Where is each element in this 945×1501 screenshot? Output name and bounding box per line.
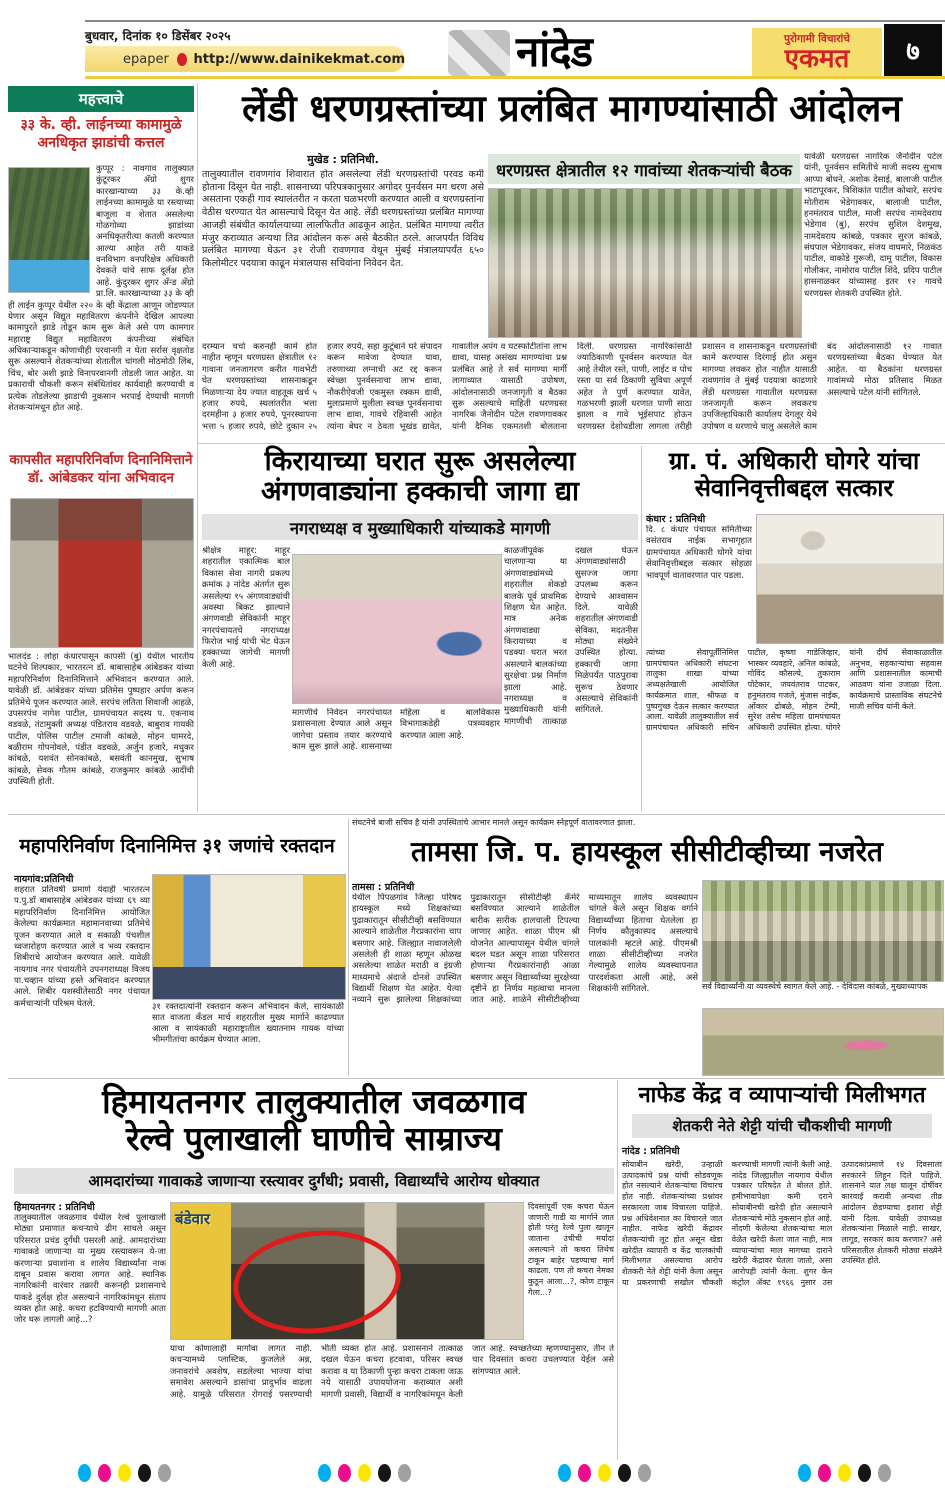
epaper-link-icon xyxy=(177,53,187,66)
brand-tagline: पुरोगामी विचारांचे xyxy=(784,33,850,45)
cmyk-dot-black xyxy=(858,1464,871,1482)
ghogre-lead-block xyxy=(646,512,752,644)
edition-date: बुधवार, दिनांक १० डिसेंबर २०२५ xyxy=(85,29,231,43)
divider xyxy=(197,443,945,444)
cmyk-dot-magenta xyxy=(98,1464,111,1482)
lendi-lead: तालुक्यातील रावणगांव शिवारात होत असलेल्या लेंडी धरणग्रस्तांची परवड कमी होताना दिसून येत नाही. शासनाच्या परिपत्रकानुसार अगोदर पुनर्वसन मग धरण असे असताना एकही गाव स्थालंतरीत न करता घळभरणी करण्यात आली व धरणग्रस्तांना वेठीस धरण्यात येत आसल्याचे दिसून येत आहे. लेंडी धरणग्रस्तांच्या प्रलंबित मागण्या आजही संबंधीत कार्यालयाच्या लालफितीत आढकून आहेत. प्रलंबित मागण्या त्वरीत मंजुर कराव्यात अन्यथा तिव्र आंदोलन करू असे बैठकीत ठरले. आजपर्यंत विविध प्रलंबित मागण्या घेऊन ३१ रोजी रावणगाव येथून मुंबई मंत्रालयापर्यंत ६५० किलोमीटर पदयात्रा काढून मंत्रालयास सचिवांना निवेदन देत. xyxy=(202,169,484,270)
memorial-photo xyxy=(10,498,194,648)
cmyk-dot-black xyxy=(138,1464,151,1482)
important-body: कुप्पूर : नावगाव तालुक्यात कुंटूरकर अ‍ॅग्रो शुगर कारखान्याच्या ३३ के.व्ही लाईनच्या कामामुळे या रस्त्याच्या बाजूला व शेतात असलेल्या गोळगोव्या झाडांच्या अनधिकृतरीत्या कतली करण्यात आल्या आहेत तरी याकडे वनविभाग वनपरिक्षेत्र अधिकारी देवकते यांचे साफ दूर्लक्ष होत आहे. कुंदुरकर शुगर अँन्ड अँग्रो प्रा.लि. कारखान्याच्या ३३ के व्ही ही लाईन कुप्पूर येथील २२० के व्ही केंद्राला आणून जोडण्यात येणार असून विद्युत महावितरण कंपनीने देखिल आपल्या कामापुरते झाडे तोडून काम सुरू केले असे पण कामगार महाराष्ट्र विद्युत महावितरण कंपनीच्या संबंधित अधिकाऱ्याकडून कोणाचीही परवानगी न घेता सर्रास वृक्षतोड सुरू असल्याने शेतकऱ्यांच्या शेतातील चांगली मोठमोठी लिंब, चिंच, बोर अशी झाडे विनापरवानगी तोडली जात आहेत. या प्रकाराची चौकशी करून संबंधितांवर कार्यवाही करण्याची व प्रत्येक तोडलेल्या झाडाची नुकसान भरपाई देण्याची मागणी शेतकऱ्यांमधून होत आहे. xyxy=(8,164,194,413)
lendi-byline: मुखेड : प्रतिनिधी. xyxy=(307,153,379,166)
nafed-body-columns: सोयाबीन खरेदी, उन्हाळी उत्पादकांचे प्रश्न यांची सोडवणूक होत नसल्याने शेतकऱ्यांचा विचारच होत नाही. शेतकऱ्यांच्या प्रश्नांवर सरकारला जाब विचारला पाहिजे. प्रश्न अधिवेशनात का विचारले जात नाहीत. नाफेड खरेदी केंद्रावर शेतकऱ्यांची लूट होत असून खेडा खरेदीत व्यापारी व केंद्र चालकांची मिलीभगत असल्याचा आरोप शेतकरी नेते शेट्टी यांनी केला असून या प्रकरणाची सखोल चौकशी करण्याची मागणी त्यांनी केली आहे. नांदेड जिल्ह्यातील नायगाव येथील पत्रकार परिषदेत ते बोलत होते. हमीभावापेक्षा कमी दराने सोयाबीनची खरेदी होत असल्याने शेतकऱ्यांचे मोठे नुकसान होत आहे. नोंदणी केलेल्या शेतकऱ्यांचा माल वेळेत खरेदी केला जात नाही, मात्र व्यापाऱ्यांचा माल मागच्या दाराने खरेदी केंद्रावर घेतला जातो, असा आरोपही त्यांनी केला. शुगर केन कंट्रोल ॲक्ट १९६६ नुसार उस उत्पादकांप्रमाणे १४ दिवसाला सरकारने लिहून दिले पाहिजे. शासनाने यात लक्ष घालून दोषींवर कारवाई करावी अन्यथा तीव्र आंदोलन छेडण्याचा इशारा शेट्टी यांनी दिला. यावेळी उपाध्यक्ष शेतकऱ्यांना मिळाले नाही. साखर, लागूड, सरकार काय करणार? असे परिसरातील शेतकरी मोठ्या संख्येने उपस्थित होते. xyxy=(622,1160,942,1287)
cmyk-dot-black xyxy=(618,1464,631,1482)
anganwadi-lead-column: श्रीक्षेत्र माहूर: माहूर शहरातील एकात्मिक बाल विकास सेवा नागरी प्रकल्प क्रमांक ३ नांदेड अंतर्गत सुरू असलेल्या १५ अंगणवाड्यांची अवस्था बिकट झाल्याने अंगणवाडी सेविकांनी माहूर नगरपंचायतचे नगराध्यक्ष फिरोज भाई यांची भेट घेऊन हक्काच्या जागेची मागणी केली आहे. xyxy=(202,546,290,670)
cmyk-dot-yellow xyxy=(118,1464,131,1482)
page-number-box xyxy=(884,24,942,76)
print-registration-marks xyxy=(798,1464,898,1486)
important-box-header xyxy=(8,86,194,112)
divider xyxy=(197,84,198,812)
tamasa-field-photo xyxy=(702,1008,944,1076)
cmyk-dot-magenta xyxy=(818,1464,831,1482)
tree-felling-photo xyxy=(8,167,90,293)
himayat-byline: हिमायतनगर : प्रतिनिधी xyxy=(14,1202,95,1213)
lendi-body-columns: दरम्यान चर्चा करुनही कामे होत नाहीत म्हणून धरणग्रस्त क्षेत्रातील १२ गावाना जनजागरण करीत गावभेटी घेत धरणग्रस्तांच्या शासनाकडून मिळणाऱ्या देय ज्यात वाहतूक खर्च ५ हजार रुपये, स्थलांतरीत भत्ता दरमहीना ३ हजार रुपये, पूनरस्थापना भत्ता ५ हजार रुपये, छोटे दुकान २५ हजार रुपये, सहा कुटूंबाने घरे संपादन करून मावेजा देण्यात यावा, तरुणाच्या लग्नाची अट रद्द करून स्वेच्छा पुनर्वसनाचा लाभ द्यावा, नौकरीऐवजी एकमुस्त रक्कम द्यावी, मुलाप्रमाणे मुलीला स्वच्छ पूनर्वसनाचा लाभ द्यावा, गावचे रहिवासी आहेत त्यांना बेघर न ठेवता भूखंड द्यावेत, गावातील अपंग व घटस्फोटीतांना लाभ द्यावा, यासह असंख्य मागण्यांचा प्रश्न प्रलंबित आहे ते सर्व मागण्या मार्गी लागाव्यात यासाठी उपोषण, आंदोलनासाठी जनजागृती व बैठका सुरू असल्याचे माहिती धरणग्रस्त नागरिक जैनोदीन पटेल रावणगावकर यांनी दैनिक एकमतशी बोलताना दिली. धरणग्रस्त नागरिकांसाठी ज्याठिकाणी पूनर्वसन करण्यात येत आहे तेथील रस्ते, पाणी, लाईट व पोच रस्ता या सर्व ठिकाणी सुविधा अपूर्ण अहेत ते पुर्ण करण्यात यावेत, गळभरणी झाली धरणात पाणी साठा झाला व गावे भूईसपाट होऊन धरणग्रस्त देशोधडीला लागला तरीही प्रशासन व शासनाकडून धरणग्रस्तांची कामे करण्यास दिरंगाई होत असुन मागण्या लवकर होत नाहीत यासाठी रावणगांव ते मुंबई पदयात्रा काढणारे लेंडी धरणग्रस्त गावातील धरणग्रस्त जनजागृती करून लवकरच उपजिल्हाधिकारी कार्यालय देगलूर येथे उपोषण व धरणाचे चालु असलेले काम बंद आंदोलनासाठी १२ गावात धरणग्रस्तांच्या बैठका घेण्यात येत आहेत. या बैठकांना धरणग्रस्त गावांमध्ये मोठा प्रतिसाद मिळत असल्याचे पटेल यांनी सांगितले. xyxy=(202,342,942,432)
memorial-headline: कापसीत महापरिनिर्वाण दिनानिमित्ताने डॉ. आंबेडकर यांना अभिवादन xyxy=(9,452,193,486)
ghogre-byline: कंधार : प्रतिनिधी xyxy=(646,514,706,525)
header-yellow-rule xyxy=(85,76,945,79)
anganwadi-headline-line2: अंगणवाड्यांना हक्काची जागा द्या xyxy=(260,476,580,508)
himayat-lead: तालुक्यातील जवळगाव येथील रेल्वे पुलाखाली मोठ्या प्रमाणात कचऱ्याचे ढीग साचले असून परिसरात प्रचंड दुर्गंधी पसरली आहे. आमदारांच्या गावाकडे जाणाऱ्या या मुख्य रस्त्यावरून ये-जा करणाऱ्या प्रवाशांना व शालेय विद्यार्थ्यांना नाक दाबून प्रवास करावा लागत आहे. स्थानिक नागरिकांनी वारंवार तक्रारी करूनही प्रशासनाचे याकडे दुर्लक्ष होत असल्याने नागरिकांमधून संताप व्यक्त होत आहे. कचरा हटविण्याची मागणी आता जोर धरू लागली आहे...? xyxy=(14,1213,166,1326)
ghogre-lead: दि. ८ कंधार पंचायत समितीच्या वसंतराव नाईक सभागृहात ग्रामपंचायत अधिकारी घोगरे यांचा सेवानिवृत्तीबद्दल सत्कार सोहळा भावपूर्ण वातावरणात पार पडला. xyxy=(646,525,752,581)
tamasa-body-columns: येथील पिंपळगांव जिल्हा परिषद हायस्कूल मध्ये शिक्षकांच्या पुढाकारातून सीसीटीव्ही बसविण्यात आल्याने शाळेतील गैरप्रकारांना चाप बसणार आहे. जिल्ह्यात नावाजलेली असलेली ही शाळा म्हणून ओळख असलेल्या शाळेत मराठी व इंग्रजी माध्यमाचे अंदाजे दोनशे उपस्थित विद्यार्थी शिक्षण घेत आहेत. येत्या नव्याने सुरू झालेल्या शिक्षकांच्या पुढाकारातून सीसीटीव्ही कॅमेरे बसविण्यात आल्याने शाळेतील बारीक सारीक हालचाली टिपल्या जाणार आहेत. शाळा पीएम श्री योजनेत आल्यापासून येथील चांगले बदल घडत असून शाळा परिसरात होणाऱ्या गैरप्रकारांनाही आळा बसणार असून विद्यार्थ्यांच्या सुरक्षेच्या दृष्टीने हा निर्णय महत्वाचा मानला जात आहे. शाळेने सीसीटीव्हीच्या माध्यमातून शालेय व्यवस्थापन चांगले केले असून शिक्षक वर्गाने विद्यार्थ्यांच्या हिताचा घेतलेला हा निर्णय कौतुकास्पद असल्याचे पालकांनी म्हटले आहे. पीएमश्री शाळा सीसीटीव्हीच्या नजरेत गेल्यामुळे शालेय व्यवस्थापनात पारदर्शकता आली आहे, असे शिक्षकांनी सांगितले. xyxy=(352,893,698,1006)
annotation-circle xyxy=(228,1222,406,1341)
anganwadi-headline xyxy=(202,447,638,507)
anganwadi-right-columns: काळजीपूर्वक चालणाऱ्या या अंगणवाड्यांमध्ये शहरातील शेकडो बालके पूर्व प्राथमिक शिक्षण घेत आहेत. मात्र अनेक अंगणवाड्या किरायाच्या व पडक्या घरात भरत असल्याने बालकांच्या सुरक्षेचा प्रश्न निर्माण झाला आहे. नगराध्यक्ष व मुख्याधिकारी यांनी मागणीची तात्काळ दखल घेऊन अंगणवाड्यांसाठी सुसज्ज जागा उपलब्ध करून देण्याचे आश्वासन दिले. यावेळी शहरातील अंगणवाडी सेविका, मदतनीस मोठ्या संख्येने उपस्थित होत्या. हक्काची जागा मिळेपर्यंत पाठपुरावा सुरूच ठेवणार असल्याचे सेविकांनी सांगितले. xyxy=(504,546,638,727)
divider xyxy=(348,818,349,1076)
blood-headline: महापरिनिर्वाण दिनानिमित्त ३१ जणांचे रक्तदान xyxy=(19,835,335,857)
print-registration-marks xyxy=(78,1464,178,1486)
cmyk-dot-cyan xyxy=(558,1464,571,1482)
edition-logo-icon xyxy=(448,30,510,76)
tamasa-photo-caption: सर्व विद्यार्थ्यांनी या व्यवस्थेचे स्वागत केले आहे. - देविदास कांबळे, मुख्याध्यापक xyxy=(702,982,928,991)
lendi-subhead: धरणग्रस्त क्षेत्रातील १२ गावांच्या शेतकऱ्यांची बैठक xyxy=(488,154,800,184)
cmyk-dot-magenta xyxy=(338,1464,351,1482)
anganwadi-workers-photo xyxy=(292,554,502,704)
cmyk-dot-cyan xyxy=(798,1464,811,1482)
blood-lead-block xyxy=(14,872,150,1076)
divider xyxy=(641,446,642,812)
lendi-names-column: यावेळी धरणग्रस्त नागरिक जैनोदीन पटेल यांनी, पूनर्वसन समितीचे माजी सदस्य सुभाष आप्पा बोधने, अशोक देसाई, बालाजी पाटील भाटापूरकर, त्रिशिकांत पाटील कोथारे, सरपंच मोतीराम भेडेगावकर, बालाजी पाटील, हनमंतराव पाटील, माजी सरपंच नामदेवराय भेडेगाव (बु), सरपंच सुशिल देशमुख, नामदेवराय कांबळे, पत्रकार सुरज कांबळे, संघपाल भेडेगावकर, संजय वाघमारे, निळकंठ पाटील, वाकोडे गुरूजी, दामू पाटील, विकास गोलीकर, नामोराव पाटील शिंदे, प्रदिप पाटील हासनाळकर यांच्यासह इतर १२ गावचे धरणग्रस्त शेतकरी उपस्थित होते. xyxy=(804,152,942,299)
divider xyxy=(617,1080,618,1460)
epaper-url-link[interactable]: http://www.dainikekmat.com xyxy=(193,51,405,67)
cmyk-dot-cyan xyxy=(318,1464,331,1482)
cmyk-dot-gray xyxy=(398,1464,411,1482)
important-headline: ३३ के. व्ही. लाईनच्या कामामुळे अनधिकृत झाडांची कत्तल xyxy=(20,117,182,152)
page-number: ७ xyxy=(906,37,920,67)
cmyk-dot-yellow xyxy=(358,1464,371,1482)
tamasa-byline: तामसा : प्रतिनिधी xyxy=(352,882,415,893)
blood-byline: नायगांव:प्रतिनिधी xyxy=(14,874,74,885)
ghogre-headline-line2: सेवानिवृत्तीबद्दल सत्कार xyxy=(694,473,894,502)
wall-painted-text: बंडेवार xyxy=(175,1210,210,1228)
brand-box xyxy=(752,28,882,76)
divider xyxy=(8,814,945,815)
himayat-headline-line2: रेल्वे पुलाखाली घाणीचे साम्राज्य xyxy=(126,1118,502,1158)
blood-camp-photo xyxy=(152,874,346,1000)
divider xyxy=(8,1078,945,1079)
tamasa-body-block xyxy=(352,880,698,1076)
header-top-rule xyxy=(85,20,945,22)
himayat-bridge-photo xyxy=(170,1202,524,1340)
himayat-subhead: आमदारांच्या गावाकडे जाणाऱ्या रस्त्यावर दुर्गंधी; प्रवासी, विद्यार्थ्यांचे आरोग्य धोक्यात xyxy=(14,1168,614,1194)
cmyk-dot-magenta xyxy=(578,1464,591,1482)
cmyk-dot-gray xyxy=(878,1464,891,1482)
cmyk-dot-black xyxy=(378,1464,391,1482)
edition-name: नांदेड xyxy=(516,27,592,76)
anganwadi-subhead: नगराध्यक्ष व मुख्याधिकारी यांच्याकडे मागणी xyxy=(202,514,638,540)
brand-name: एकमत xyxy=(784,44,850,74)
cmyk-dot-gray xyxy=(158,1464,171,1482)
ghogre-ceremony-photo xyxy=(756,514,944,644)
himayat-lead-block xyxy=(14,1200,166,1460)
ghogre-tail-text: संघटनेचे बाजी सचिव है यांनी उपस्थितांचे आभार मानले असून कार्यक्रम स्नेहपूर्ण वातावरणात झाला. xyxy=(352,818,636,827)
himayat-right-column: दिवसांपूर्वी एक कचरा घेऊन जाणारी गाडी या मार्गाने जात होती परंतु रेल्वे पुला खालून जाताना उंचीची मर्यादा असल्याने तो कचरा तिथेच टाकून बाहेर पडण्याचा मार्ग काढला. पण तो कचरा नेमका कुठून आला...?, कोण टाकून गेला...? xyxy=(528,1202,614,1297)
nafed-byline: नांदेड : प्रतिनिधी xyxy=(622,1146,680,1157)
blood-lead: शहरात प्रतिवर्षी प्रमाणे यंदाही भारतरत्न प.पु.डॉ बाबासाहेब आंबेडकर यांच्या ६९ व्या महापरिनिर्वाण दिनानिमित्त आयोजित केलेल्या कार्यक्रमात महामानवाच्या प्रतिमेचे पूजन करण्यात आले व सकाळी पंचशील ध्वजारोहण करण्यात आले व भव्य रक्तदान शिबीराचे आयोजन करण्यात आले. यावेळी नायगाव नगर पंचायतीने उपनगराध्यक्ष विजय पा.चव्हान यांच्या हस्ते अभिवादन करण्यात आले. शिबीर यशस्वीतेसाठी नगर पंचायत कर्मचाऱ्यांनी परिश्रम घेतले. xyxy=(14,885,150,1009)
cmyk-dot-yellow xyxy=(598,1464,611,1482)
lendi-headline: लेंडी धरणग्रस्तांच्या प्रलंबित मागण्यांसाठी आंदोलन xyxy=(242,87,902,130)
himayat-headline xyxy=(14,1084,614,1158)
important-box-title: महत्त्वाचे xyxy=(78,90,124,108)
himayat-body-columns: याचा कोणालाही मागोवा लागत नाही. कचऱ्यामध्ये प्लास्टिक, कुजलेले अन्न, जनावरांचे अवशेष, सडलेल्या भाज्या यांचा समावेश असल्याने डासांचा प्रादुर्भाव वाढला आहे. यामुळे परिसरात रोगराई पसरण्याची भीती व्यक्त होत आहे. प्रशासनाने तात्काळ दखल घेऊन कचरा हटवावा, परिसर स्वच्छ करावा व या ठिकाणी पुन्हा कचरा टाकला जाऊ नये यासाठी उपाययोजना कराव्यात अशी मागणी प्रवासी, विद्यार्थी व नागरिकांमधून केली जात आहे. स्वच्छतेच्या म्हणण्यानुसार, तीन ते चार दिवसांत कचरा उचलण्यात येईल असे सांगण्यात आले. xyxy=(170,1344,614,1400)
tamasa-school-photo xyxy=(702,880,944,982)
blood-photo-caption: ३१ रक्तदात्यांनी रक्तदान करून अभिवादन केले, सायंकाळी सात वाजता कँडल मार्च शहरातील मुख्य मार्गाने काढण्यात आला व सायंकाळी महाराष्ट्रातील ख्यातनाम गायक यांच्या भीमगीतांचा कार्यक्रम घेण्यात आला. xyxy=(152,1002,344,1046)
tamasa-headline: तामसा जि. प. हायस्कूल सीसीटीव्हीच्या नजरेत xyxy=(410,835,884,868)
lendi-meeting-photo xyxy=(488,188,802,338)
epaper-label: epaper xyxy=(123,51,169,67)
himayat-headline-line1: हिमायतनगर तालुक्यातील जवळगाव xyxy=(102,1082,526,1121)
ghogre-headline-line1: ग्रा. पं. अधिकारी घोगरे यांचा xyxy=(668,447,920,475)
memorial-body: भालदंड : लोहा कंधारपासून कापसी (बु) येथील भारतीय घटनेचे शिल्पकार, भारतरत्न डॉ. बाबासाहेब आंबेडकर यांच्या महापरिनिर्वाण दिनानिमित्ताने अभिवादन करण्यात आले. यावेळी डॉ. आंबेडकर यांच्या प्रतिमेस पुष्पहार अर्पण करून प्रतिमेचे पूजन करण्यात आले. सरपंच लतिता शिवाजी आहळे, उपसरपंच नागेश पाटील, ग्रामपंचायत सदस्य प. एकनाथ वडवळे, तंटामुक्ती अध्यक्ष पंडितराव वडवळे, बाबुराव गायकी पाटील, पोलिस पाटील टमाजी कांबळे, मोहन घामरदे, बळीराम गोपनोवले, पंडीत वडवळे, अर्जुन हजारे, मधुकर कांबळे, यशवंत सोनकांबळे, बसवंती कानमुख, सुभाष कांबळे, सेवक गौतम कांबळे, राजकुमार कांबळे आदींची उपस्थिती होती. xyxy=(8,652,194,788)
anganwadi-headline-line1: किरायाच्या घरात सुरू असलेल्या xyxy=(264,446,576,477)
print-registration-marks xyxy=(318,1464,418,1486)
cmyk-dot-gray xyxy=(638,1464,651,1482)
epaper-bar xyxy=(85,46,405,72)
anganwadi-mid-columns: मागणीचे निवेदन नगरपंचायत प्रशासनाला देण्यात आले असून जागेचा प्रस्ताव तयार करण्याचे काम सुरू झाले आहे. शासनाच्या महिला व बालविकास विभागाकडेही पत्रव्यवहार करण्यात आला आहे. xyxy=(292,708,500,753)
important-body-block xyxy=(8,164,194,450)
cmyk-dot-cyan xyxy=(78,1464,91,1482)
cmyk-dot-yellow xyxy=(838,1464,851,1482)
ghogre-body-columns: त्यांच्या सेवापूर्तीनिमित्त ग्रामपंचायत अधिकारी संघटना तालुका शाखा यांच्या अध्यक्षतेखाली आयोजित कार्यक्रमात शाल, श्रीफळ व पुष्पगुच्छ देऊन सत्कार करण्यात आला. यावेळी तालुक्यातील सर्व ग्रामपंचायत अधिकारी सचिन पाटील, कृष्णा गाडेजिव्हार, भास्कर व्यवहारे, अनिल कांबळे, गोविंद कौसल्ये, तुकाराम पोटेकार, जयवंतराव पाटकर, हनुमंतराव गजले, मुंजास नाईक, ओंकार ढोबळे, मोहन टेम्पी, सुरेश तसेच महिला ग्रामपंचायत अधिकारी उपस्थित होत्या. घोगरे यांनी दीर्घ सेवाकाळातील अनुभव, सहकाऱ्यांचा सहवास आणि प्रशासनातील कामाची आठवण यांना उजाळा दिला. कार्यक्रमाचे प्रास्ताविक संघटनेचे माजी सचिव यांनी केले. xyxy=(646,648,942,733)
lendi-lead-block xyxy=(202,152,484,340)
ghogre-headline xyxy=(646,448,942,502)
nafed-headline: नाफेड केंद्र व व्यापाऱ्यांची मिलीभगत xyxy=(638,1083,926,1108)
nafed-subhead: शेतकरी नेते शेट्टी यांची चौकशीची मागणी xyxy=(632,1114,932,1138)
print-registration-marks xyxy=(558,1464,658,1486)
